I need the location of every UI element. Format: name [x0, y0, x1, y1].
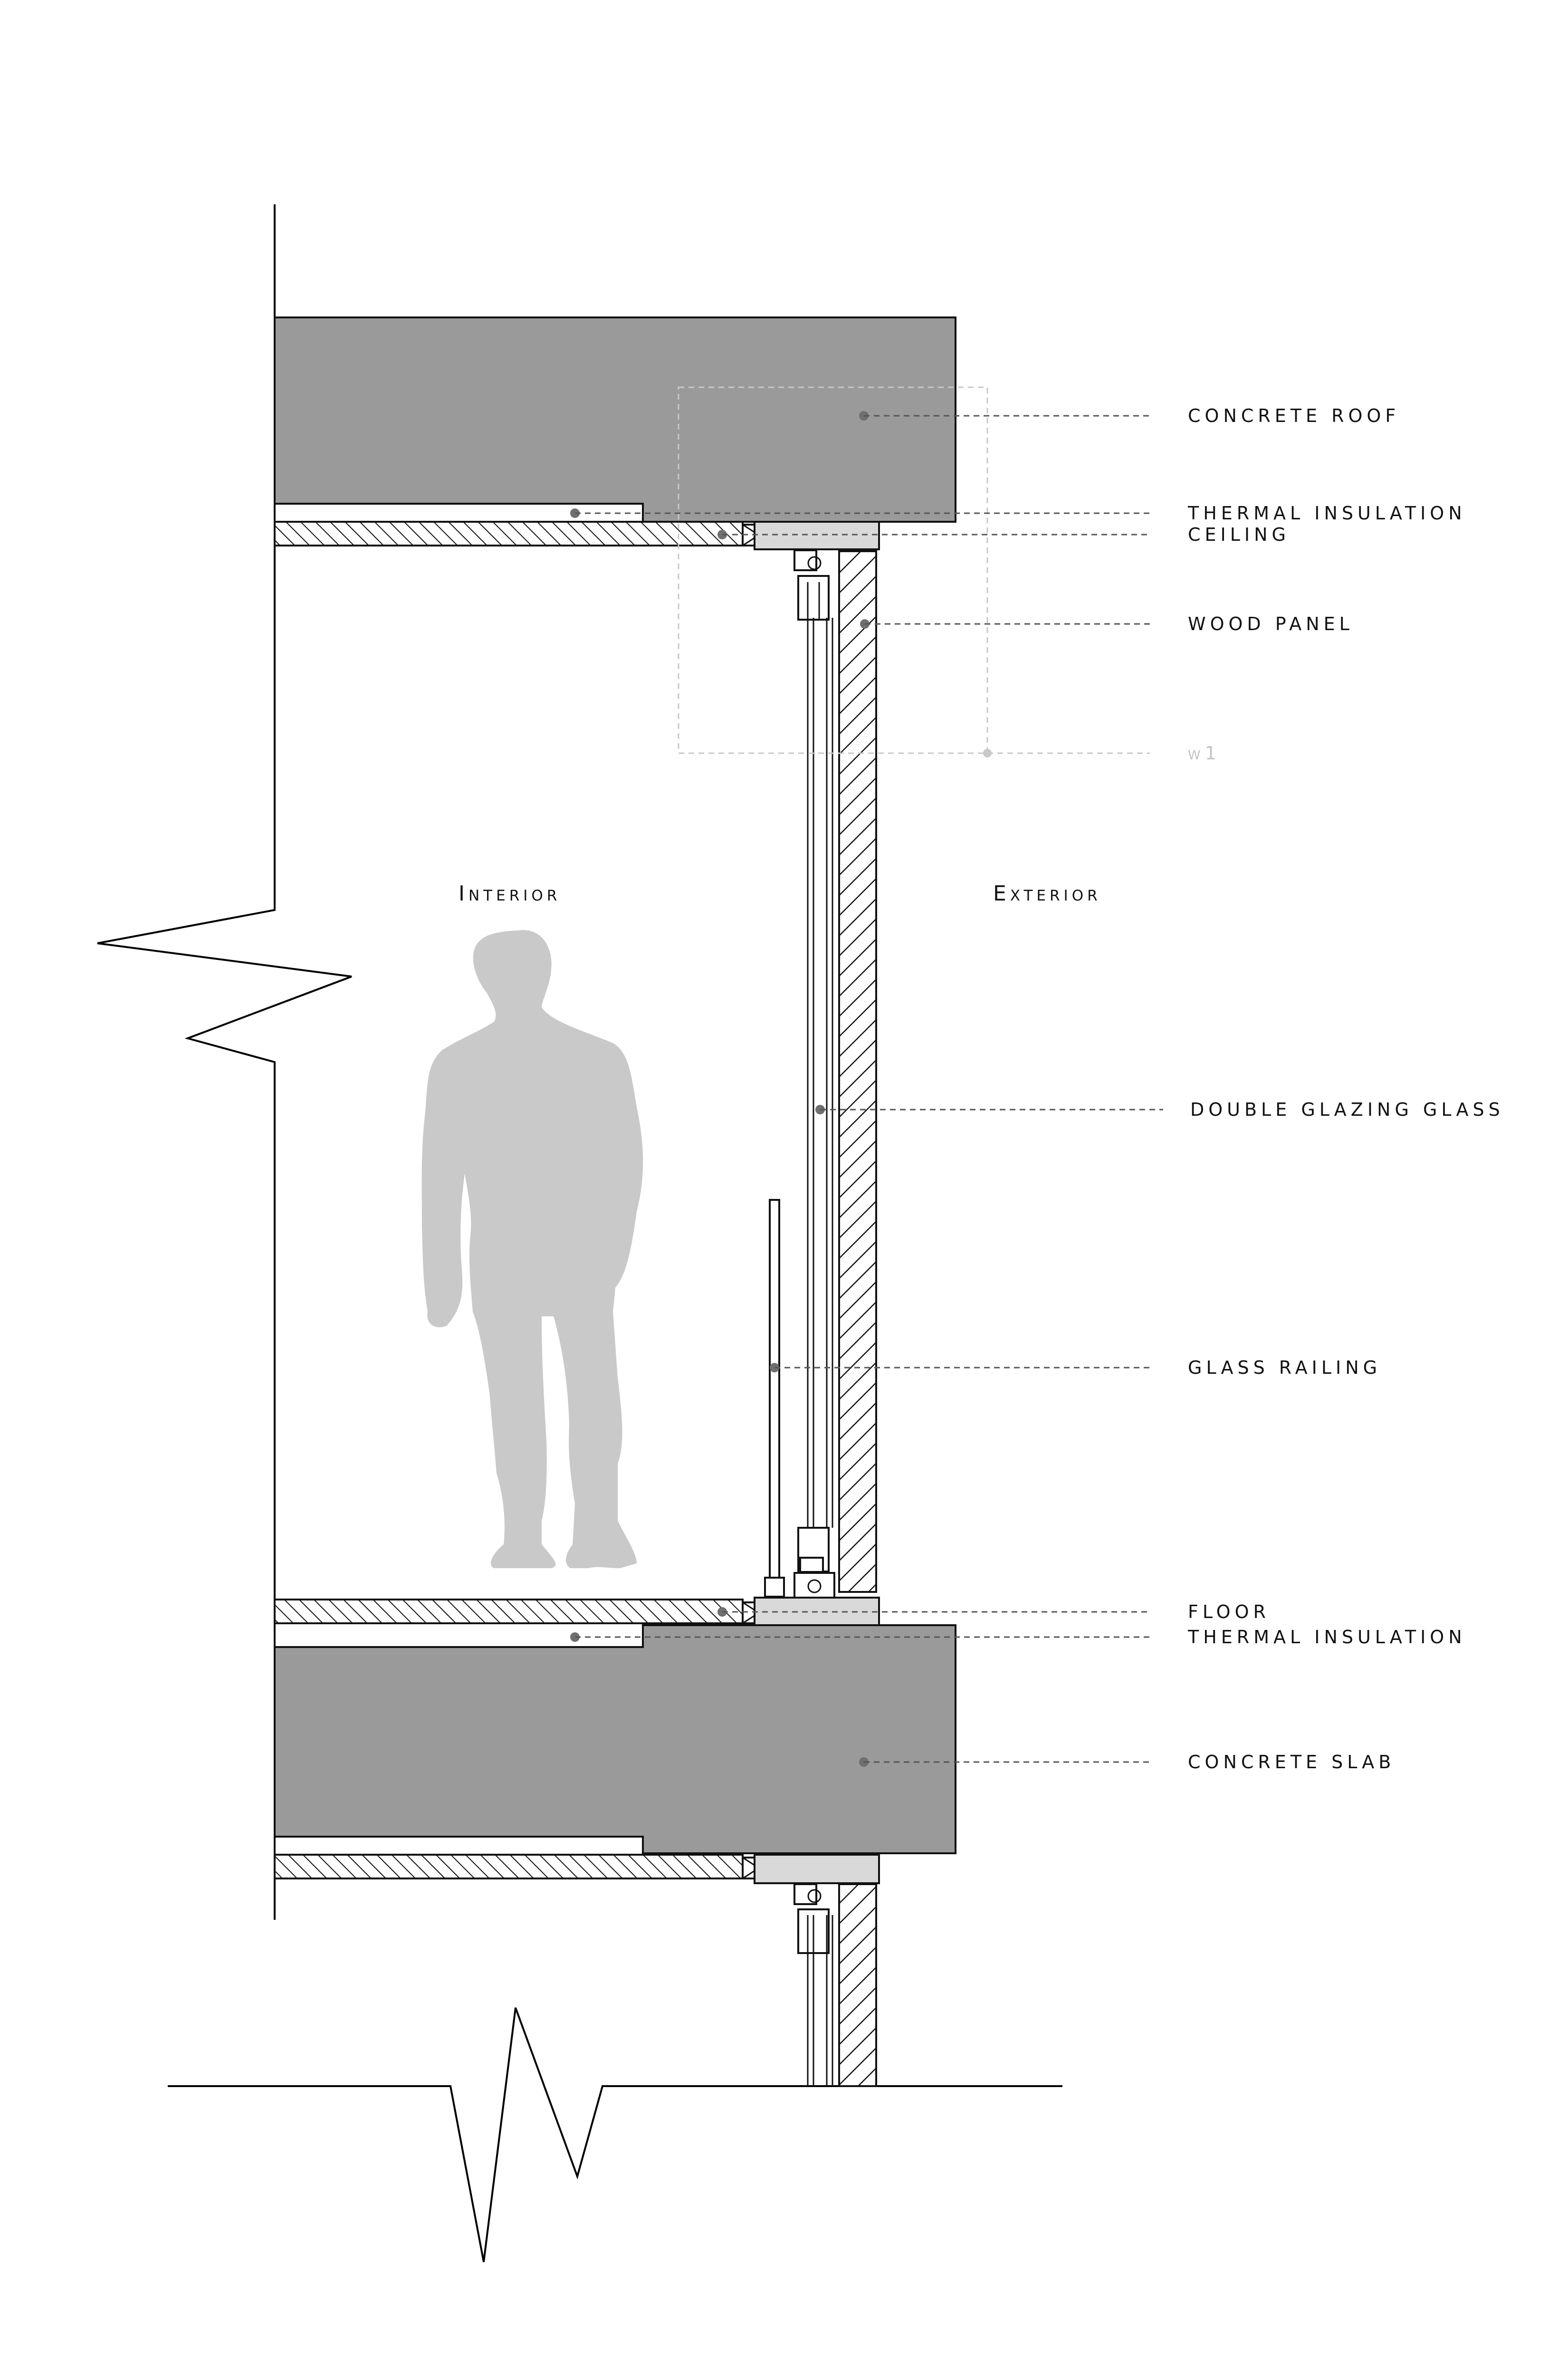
callout-double-glazing-glass	[815, 1099, 1504, 1120]
facade-column	[765, 551, 876, 1598]
callout-wood-panel	[860, 613, 1354, 634]
label-double-glazing-glass: DOUBLE GLAZING GLASS	[1190, 1099, 1504, 1120]
label-thermal-insulation-bottom: THERMAL INSULATION	[1188, 1627, 1466, 1648]
lower-head-plate	[755, 1855, 879, 1883]
label-exterior: Exterior	[993, 881, 1101, 906]
concrete-slab	[275, 1625, 956, 1853]
label-floor: FLOOR	[1188, 1601, 1270, 1622]
head-plate	[755, 522, 879, 549]
floor-finish	[275, 1600, 743, 1623]
floor-thermal-insulation	[275, 1623, 643, 1647]
label-concrete-roof: CONCRETE ROOF	[1188, 405, 1400, 426]
lower-wood-panel	[839, 1884, 876, 2086]
label-interior: Interior	[459, 881, 561, 906]
label-glass-railing: GLASS RAILING	[1188, 1357, 1382, 1378]
label-concrete-slab: CONCRETE SLAB	[1188, 1752, 1396, 1772]
ceiling-finish	[275, 522, 743, 546]
lower-ceiling-finish	[275, 1855, 743, 1878]
label-thermal-insulation-top: THERMAL INSULATION	[1188, 503, 1466, 524]
floor-assembly	[275, 1598, 956, 2086]
break-line-icon	[168, 2008, 1062, 2262]
head-frame	[794, 550, 816, 570]
double-glazing-glass	[808, 575, 839, 1592]
ground-break-line	[168, 2008, 1062, 2262]
glass-railing	[770, 1200, 779, 1590]
concrete-roof	[275, 317, 956, 522]
label-ceiling: CEILING	[1188, 524, 1290, 545]
human-silhouette-icon	[422, 930, 643, 1568]
wood-panel	[839, 551, 876, 1592]
label-wood-panel: WOOD PANEL	[1188, 613, 1354, 634]
label-w1: w1	[1188, 743, 1221, 764]
slab-soffit-insulation	[275, 1837, 643, 1855]
